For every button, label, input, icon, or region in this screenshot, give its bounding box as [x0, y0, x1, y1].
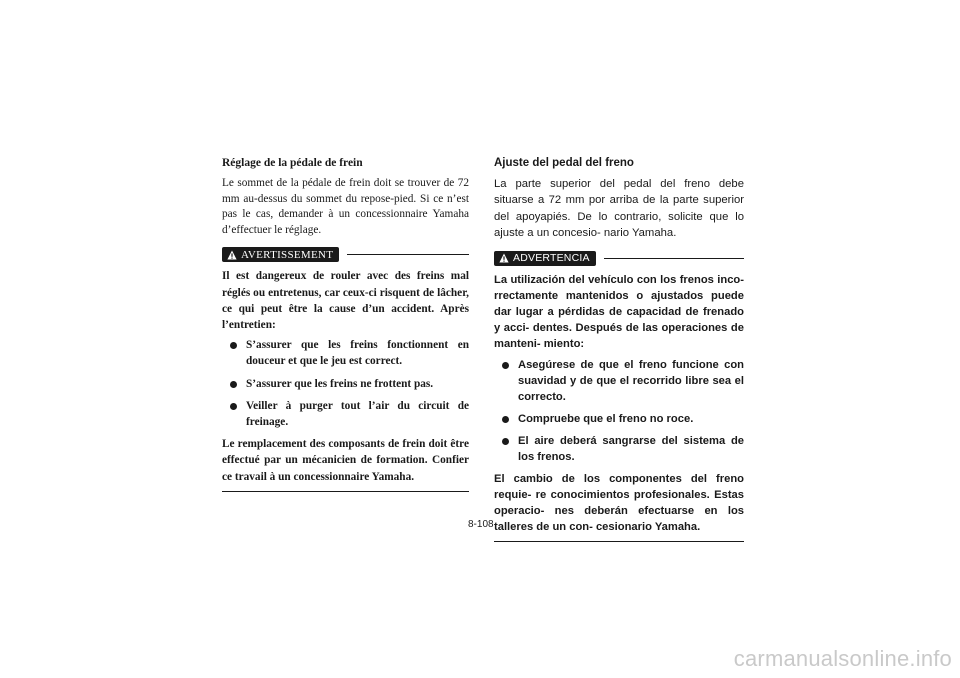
page-number: 8-108: [468, 519, 494, 530]
warning-header: [222, 247, 469, 262]
bullet-icon: [502, 438, 509, 445]
warning-header: [494, 251, 744, 266]
warning-closing: Le remplacement des composants de frein doit être effectué par un mécanicien de formation. Confier ce travail à un concessionnaire Yamaha.: [222, 438, 469, 483]
warning-label: AVERTISSEMENT: [241, 248, 334, 261]
list-item-text: Compruebe que el freno no roce.: [518, 412, 694, 425]
list-item: [494, 411, 744, 427]
warning-triangle-icon: [227, 250, 237, 260]
bullet-icon: [502, 416, 509, 423]
warning-rule: [347, 254, 469, 255]
french-column: [222, 156, 469, 492]
warning-badge: [222, 247, 339, 262]
list-item-text: S’assurer que les freins fonctionnent en douceur et que le jeu est correct.: [246, 339, 469, 368]
bullet-icon: [230, 342, 237, 349]
section-heading: Ajuste del pedal del freno: [494, 157, 634, 169]
warning-triangle-icon: [499, 253, 509, 263]
list-item-text: Veiller à purger tout l’air du circuit de freinage.: [246, 399, 469, 428]
list-item: [494, 357, 744, 405]
warning-end-rule: [494, 541, 744, 542]
section-heading: Réglage de la pédale de frein: [222, 157, 363, 169]
warning-bullet-list: [222, 337, 469, 430]
section-body: La parte superior del pedal del freno debe situarse a 72 mm por arriba de la parte superior del apoyapiés. De lo contrario, solicite que lo ajuste a un concesio- nario Yamaha.: [494, 178, 744, 240]
warning-badge: [494, 251, 596, 266]
list-item: [222, 398, 469, 430]
warning-rule: [604, 258, 744, 259]
list-item: [222, 376, 469, 392]
list-item-text: El aire deberá sangrarse del sistema de los frenos.: [518, 434, 744, 463]
warning-bullet-list: [494, 357, 744, 465]
bullet-icon: [230, 381, 237, 388]
list-item: [222, 337, 469, 369]
list-item-text: Asegúrese de que el freno funcione con suavidad y de que el recorrido libre sea el correcto.: [518, 358, 744, 403]
spanish-column: [494, 156, 744, 542]
bullet-icon: [502, 362, 509, 369]
warning-label: ADVERTENCIA: [513, 252, 590, 265]
list-item-text: S’assurer que les freins ne frottent pas.: [246, 377, 434, 390]
section-body: Le sommet de la pédale de frein doit se trouver de 72 mm au-dessus du sommet du repose-pied. Si ce n’est pas le cas, demander à un concessionnaire Yamaha d’effectuer le réglage.: [222, 177, 469, 236]
warning-text: La utilización del vehículo con los frenos inco- rrectamente mantenidos o ajustados puede dar lugar a pérdidas de capacidad de frenado y acci- dentes. Después de las operaciones de manteni- miento:: [494, 273, 744, 351]
bullet-icon: [230, 403, 237, 410]
list-item: [494, 433, 744, 465]
warning-closing: El cambio de los componentes del freno requie- re conocimientos profesionales. Estas operacio- nes deberán efectuarse en los talleres de un con- cesionario Yamaha.: [494, 472, 744, 534]
watermark: carmanualsonline.info: [733, 646, 952, 671]
warning-end-rule: [222, 491, 469, 492]
warning-text: Il est dangereux de rouler avec des freins mal réglés ou entretenus, car ceux-ci risquent de lâcher, ce qui peut être la cause d’un accident. Après l’entretien:: [222, 270, 469, 331]
